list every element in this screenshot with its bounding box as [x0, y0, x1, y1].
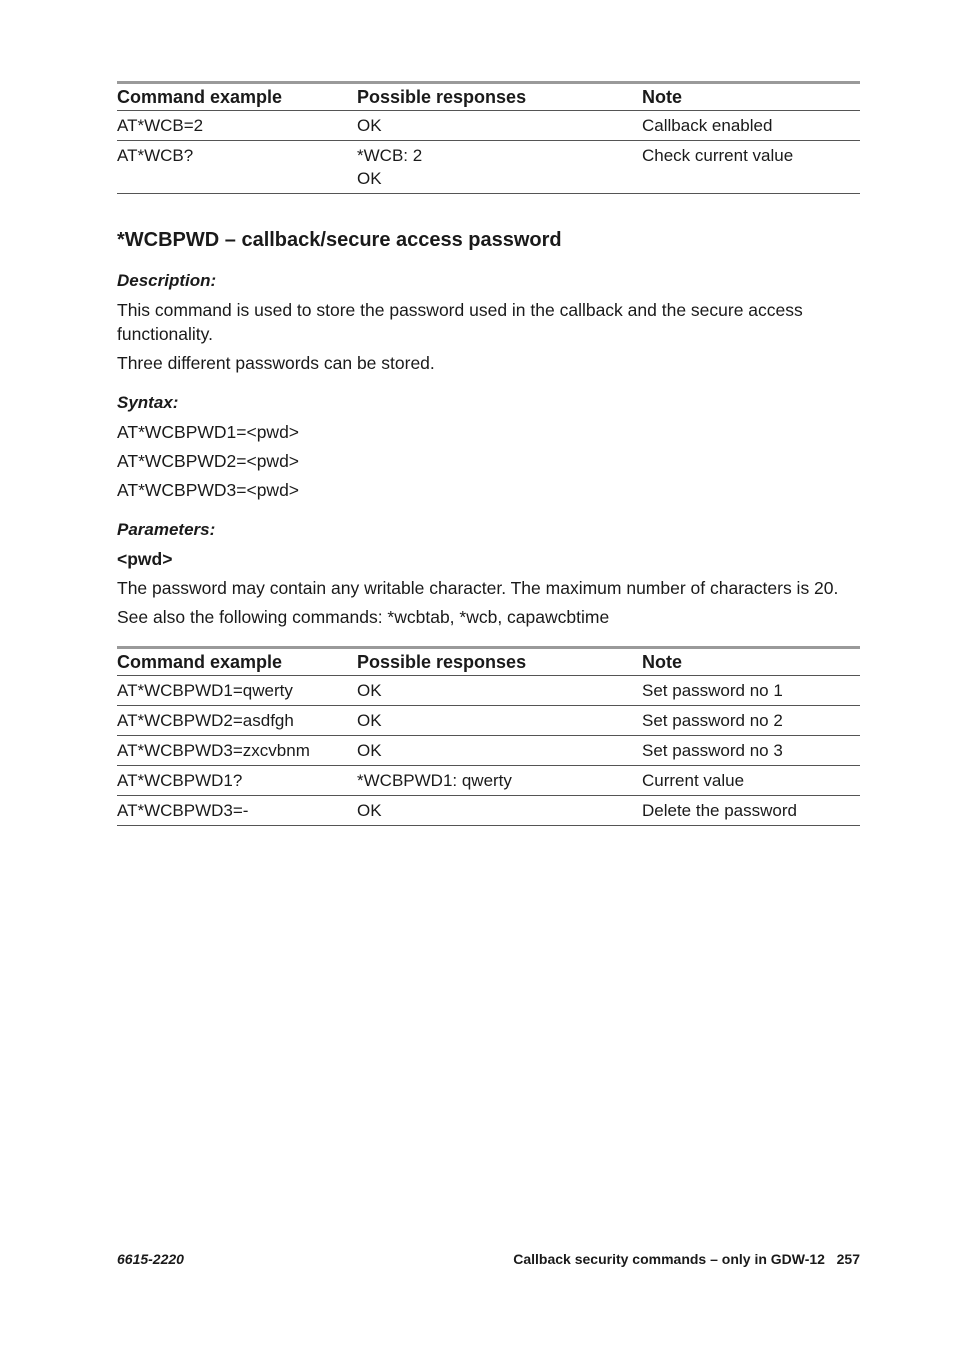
- cell-response: OK: [357, 736, 642, 766]
- command-table-wcb: [117, 81, 860, 194]
- table-row: [117, 111, 860, 141]
- description-label: Description:: [117, 271, 217, 290]
- header-command-example: Command example: [117, 83, 357, 111]
- cell-note: Set password no 3: [642, 736, 860, 766]
- chapter-title: Callback security commands – only in GDW-12: [513, 1251, 825, 1267]
- table-row: [117, 736, 860, 766]
- cell-note: Callback enabled: [642, 111, 860, 141]
- cell-command: AT*WCB?: [117, 141, 357, 194]
- cell-note: Delete the password: [642, 796, 860, 826]
- parameter-name: <pwd>: [117, 549, 173, 569]
- cell-note: Check current value: [642, 141, 860, 194]
- cell-response: [357, 141, 642, 194]
- header-command-example: Command example: [117, 648, 357, 676]
- table-row: [117, 766, 860, 796]
- table-row: [117, 706, 860, 736]
- table-header-row: [117, 648, 860, 676]
- response-line: *WCB: 2: [357, 146, 423, 165]
- cell-command: AT*WCBPWD2=asdfgh: [117, 706, 357, 736]
- cell-note: Set password no 2: [642, 706, 860, 736]
- cell-response: *WCBPWD1: qwerty: [357, 766, 642, 796]
- cell-response: OK: [357, 676, 642, 706]
- cell-response: [357, 111, 642, 141]
- page-content: [117, 81, 860, 826]
- cell-command: AT*WCB=2: [117, 111, 357, 141]
- footer-right: [513, 1251, 860, 1267]
- table-row: [117, 676, 860, 706]
- header-note: Note: [642, 648, 860, 676]
- syntax-line: AT*WCBPWD1=<pwd>: [117, 422, 300, 442]
- parameter-paragraph: See also the following commands: *wcbtab, *wcb, capawcbtime: [117, 607, 610, 627]
- cell-command: AT*WCBPWD3=-: [117, 796, 357, 826]
- description-paragraph: This command is used to store the password used in the callback and the secure access functionality.: [117, 300, 803, 344]
- syntax-label: Syntax:: [117, 393, 179, 412]
- header-possible-responses: Possible responses: [357, 648, 642, 676]
- cell-response: OK: [357, 796, 642, 826]
- syntax-line: AT*WCBPWD2=<pwd>: [117, 451, 300, 471]
- command-table-wcbpwd: [117, 646, 860, 826]
- header-note: Note: [642, 83, 860, 111]
- parameters-label: Parameters:: [117, 520, 216, 539]
- response-line: OK: [357, 169, 382, 188]
- section-title: *WCBPWD – callback/secure access password: [117, 229, 562, 251]
- cell-response: OK: [357, 706, 642, 736]
- table-row: [117, 141, 860, 194]
- cell-command: AT*WCBPWD1?: [117, 766, 357, 796]
- table-header-row: [117, 83, 860, 111]
- header-possible-responses: Possible responses: [357, 83, 642, 111]
- table-row: [117, 796, 860, 826]
- document-number: 6615-2220: [117, 1251, 184, 1267]
- page-number: 257: [836, 1251, 860, 1267]
- description-paragraph: Three different passwords can be stored.: [117, 353, 435, 373]
- parameter-paragraph: The password may contain any writable character. The maximum number of characters is 20.: [117, 578, 839, 598]
- cell-command: AT*WCBPWD1=qwerty: [117, 676, 357, 706]
- cell-command: AT*WCBPWD3=zxcvbnm: [117, 736, 357, 766]
- cell-note: Current value: [642, 766, 860, 796]
- response-line: OK: [357, 116, 382, 135]
- syntax-line: AT*WCBPWD3=<pwd>: [117, 480, 300, 500]
- cell-note: Set password no 1: [642, 676, 860, 706]
